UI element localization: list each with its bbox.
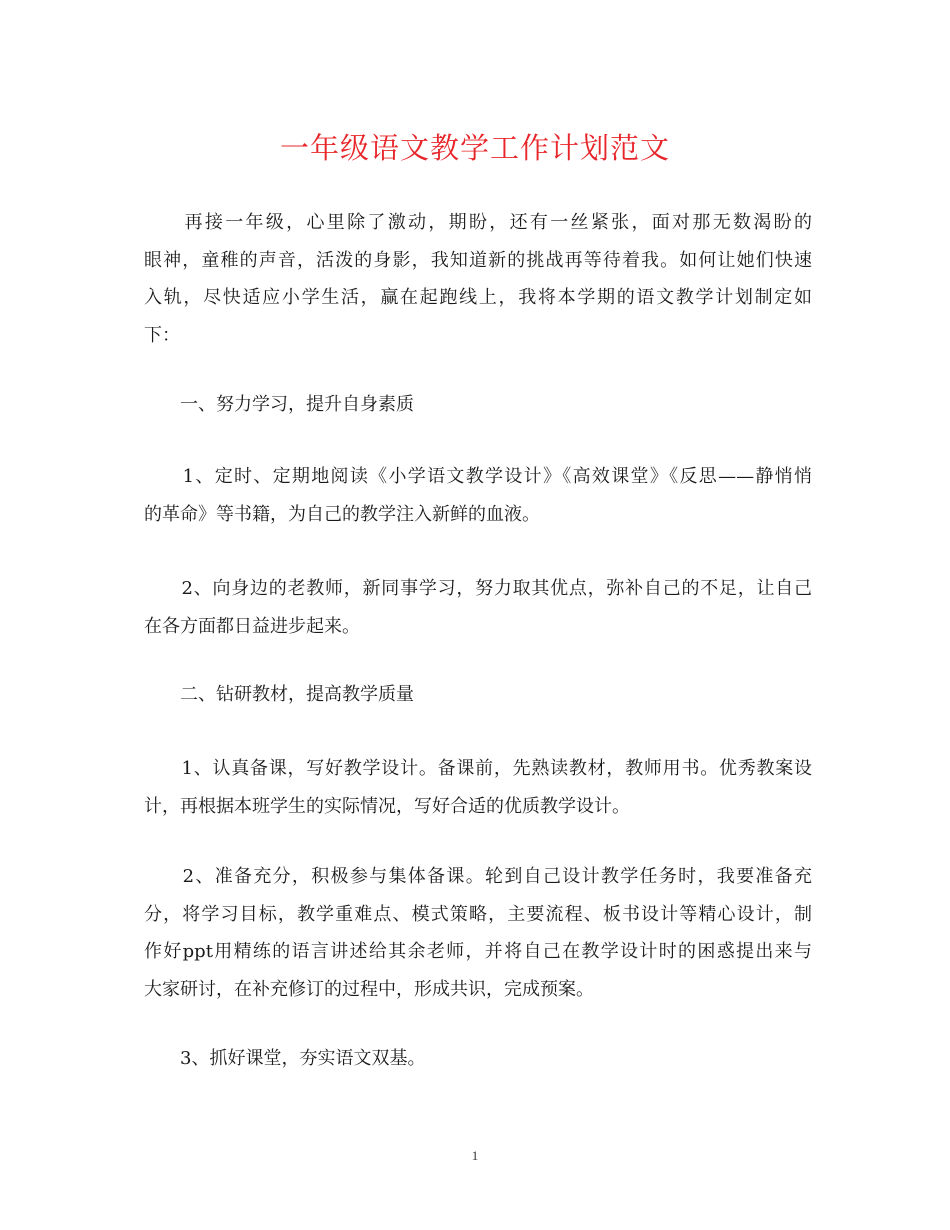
text-line: 在各方面都日益进步起来。 (144, 615, 360, 637)
text-line: 2、准备充分，积极参与集体备课。轮到自己设计教学任务时，我要准备充 (144, 866, 812, 887)
text-line: 眼神，童稚的声音，活泼的身影，我知道新的挑战再等待着我。如何让她们快速 (144, 249, 812, 271)
section1-item1 (144, 458, 812, 533)
section-heading-1: 一、努力学习，提升自身素质 (180, 394, 414, 415)
page-number: 1 (471, 1148, 479, 1163)
text-line: 分，将学习目标，教学重难点、模式策略，主要流程、板书设计等精心设计，制 (144, 903, 812, 925)
text-line: 再接一年级，心里除了激动，期盼，还有一丝紧张，面对那无数渴盼的 (144, 212, 812, 233)
section2-item2 (144, 858, 812, 1008)
text-line: 计，再根据本班学生的实际情况，写好合适的优质教学设计。 (144, 795, 630, 817)
text-line: 大家研讨，在补充修订的过程中，形成共识，完成预案。 (144, 978, 594, 1000)
section2-item3: 3、抓好课堂，夯实语文双基。 (180, 1048, 426, 1069)
text-line: 入轨，尽快适应小学生活，赢在起跑线上，我将本学期的语文教学计划制定如 (144, 287, 812, 308)
text-line: 下： (144, 324, 180, 346)
document-title: 一年级语文教学工作计划范文 (279, 131, 670, 165)
text-line: 1、认真备课，写好教学设计。备课前，先熟读教材，教师用书。优秀教案设 (144, 758, 812, 779)
text-line: 1、定时、定期地阅读《小学语文教学设计》《高效课堂》《反思——静悄悄 (144, 466, 812, 487)
text-line: 的革命》等书籍，为自己的教学注入新鲜的血液。 (144, 503, 540, 525)
section1-item2 (144, 570, 812, 645)
text-line: 作好ppt用精练的语言讲述给其余老师，并将自己在教学设计时的困惑提出来与 (144, 941, 812, 962)
text-line: 2、向身边的老教师，新同事学习，努力取其优点，弥补自己的不足，让自己 (144, 578, 812, 599)
section2-item1 (144, 750, 812, 825)
intro-paragraph (144, 204, 812, 354)
section-heading-2: 二、钻研教材，提高教学质量 (180, 684, 414, 705)
